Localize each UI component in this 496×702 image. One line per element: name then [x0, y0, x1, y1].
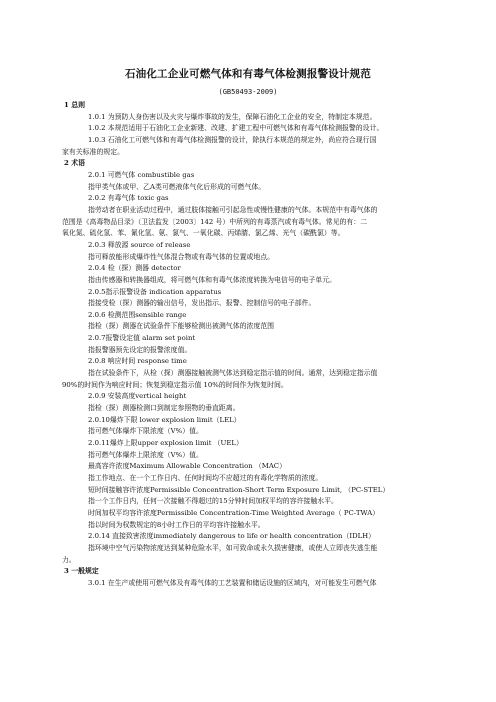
paragraph-line: 2.0.6 检测范围sensible range [88, 310, 187, 319]
paragraph-line: 指由传感器和转换器组成，将可燃气体和有毒气体浓度转换为电信号的电子单元。 [88, 275, 337, 284]
paragraph-line: 1.0.1 为预防人身伤害以及火灾与爆炸事故的发生，保障石油化工企业的安全，特制定本规范。 [88, 112, 377, 121]
paragraph-line: 指环境中空气污染物浓度达到某种危险水平，如可致命或永久损害健康，或使人立即丧失逃生能 [88, 543, 378, 552]
paragraph-line: 2.0.9 安装高度vertical height [88, 392, 187, 401]
paragraph-line: 2.0.10爆炸下限 lower explosion limit（LEL） [88, 415, 241, 424]
paragraph-line: 2.0.8 响应时间 response time [88, 357, 187, 366]
document-code: (GB50493-2009) [218, 88, 278, 96]
document-title: 石油化工企业可燃气体和有毒气体检测报警设计规范 [124, 68, 372, 80]
paragraph-line: 3.0.1 在生产或使用可燃气体及有毒气体的工艺装置和储运设施的区域内，对可能发生可燃气体 [88, 578, 377, 587]
paragraph-line: 2.0.2 有毒气体 toxic gas [88, 194, 169, 203]
paragraph-line: 家有关标准的规定。 [62, 147, 125, 156]
paragraph-line: 2.0.4 检（探）测器 detector [88, 264, 181, 273]
paragraph-line: 2.0.5指示报警设备 indication apparatus [88, 287, 222, 296]
paragraph-line: 范围是《高毒物品目录》（卫法监发〔2003〕142 号）中所列的有毒蒸汽或有毒气体。常见的有：二 [62, 217, 368, 226]
paragraph-line: 氧化氮、硫化氢、苯、氰化氢、氨、氯气、一氧化碳、丙烯腈、氯乙烯、光气（碳酰氯）等。 [62, 229, 345, 238]
paragraph-line: 2.0.7报警设定值 alarm set point [88, 334, 196, 343]
paragraph-line: 指劳动者在职业活动过程中，通过肢体接触可引起急性或慢性健康的气体。本规范中有毒气体的 [88, 205, 378, 214]
paragraph-line: 指检（探）测器在试验条件下能够检测出被测气体的浓度范围 [88, 322, 275, 331]
paragraph-line: 1.0.2 本规范适用于石油化工企业新建、改建、扩建工程中可燃气体和有毒气体检测报警的设计。 [88, 124, 384, 133]
document-body [62, 100, 452, 590]
paragraph-line: 2.0.14 直接致害浓度immediately dangerous to life or health concentration（IDLH） [88, 532, 376, 541]
paragraph-line: 2.0.1 可燃气体 combustible gas [88, 170, 195, 179]
paragraph-line: 最高容许浓度Maximum Allowable Concentration （MAC） [88, 462, 286, 471]
paragraph-line: 指报警器预先设定的报警浓度值。 [88, 345, 192, 354]
paragraph-line: 指一个工作日内，任何一次接触不得超过的15分钟时间加权平均的容许接触水平。 [88, 497, 338, 506]
paragraph-line: 指检（探）测器检测口到制定参照物的垂直距离。 [88, 404, 240, 413]
paragraph-line: 指在试验条件下，从检（探）测器接触被测气体达到稳定指示值的时间。通常，达到稳定指示值 [88, 369, 378, 378]
paragraph-line: 指接受检（探）测器的输出信号，发出指示、报警、控制信号的电子部件。 [88, 299, 316, 308]
paragraph-line: 指工作地点、在一个工作日内、任何时间均不应超过的有毒化学物质的浓度。 [88, 474, 323, 482]
section-heading: 3 一般规定 [64, 567, 99, 576]
paragraph-line: 力。 [62, 555, 76, 564]
paragraph-line: 2.0.3 释放源 source of release [88, 240, 191, 249]
section-heading: 2 术语 [64, 159, 85, 168]
paragraph-line: 2.0.11爆炸上限upper explosion limit （UEL） [88, 439, 243, 448]
paragraph-line: 指以时间为权数规定的8小时工作日的平均容许接触水平。 [88, 520, 265, 529]
paragraph-line: 指可释放能形成爆炸性气体混合物或有毒气体的位置或地点。 [88, 252, 275, 261]
section-heading: 1 总则 [64, 101, 85, 109]
paragraph-line: 时间加权平均容许浓度Permissible Concentration-Time Weighted Average（ PC-TWA） [88, 508, 380, 517]
paragraph-line: 指甲类气体或甲、乙A类可燃液体气化后形成的可燃气体。 [88, 182, 266, 191]
paragraph-line: 90%的时间作为响应时间；恢复到稳定指示值 10%的时间作为恢复时间。 [62, 380, 288, 389]
paragraph-line: 短时间接触容许浓度Permissible Concentration-Short Term Exposure Limit, （PC-STEL） [88, 485, 390, 494]
paragraph-line: 指可燃气体爆炸上限浓度（V%）值。 [88, 450, 203, 459]
paragraph-line: 指可燃气体爆炸下限浓度（V%）值。 [88, 427, 203, 436]
paragraph-line: 1.0.3 石油化工可燃气体和有毒气体检测报警的设计，除执行本规范的规定外，尚应符合现行国 [88, 135, 377, 144]
